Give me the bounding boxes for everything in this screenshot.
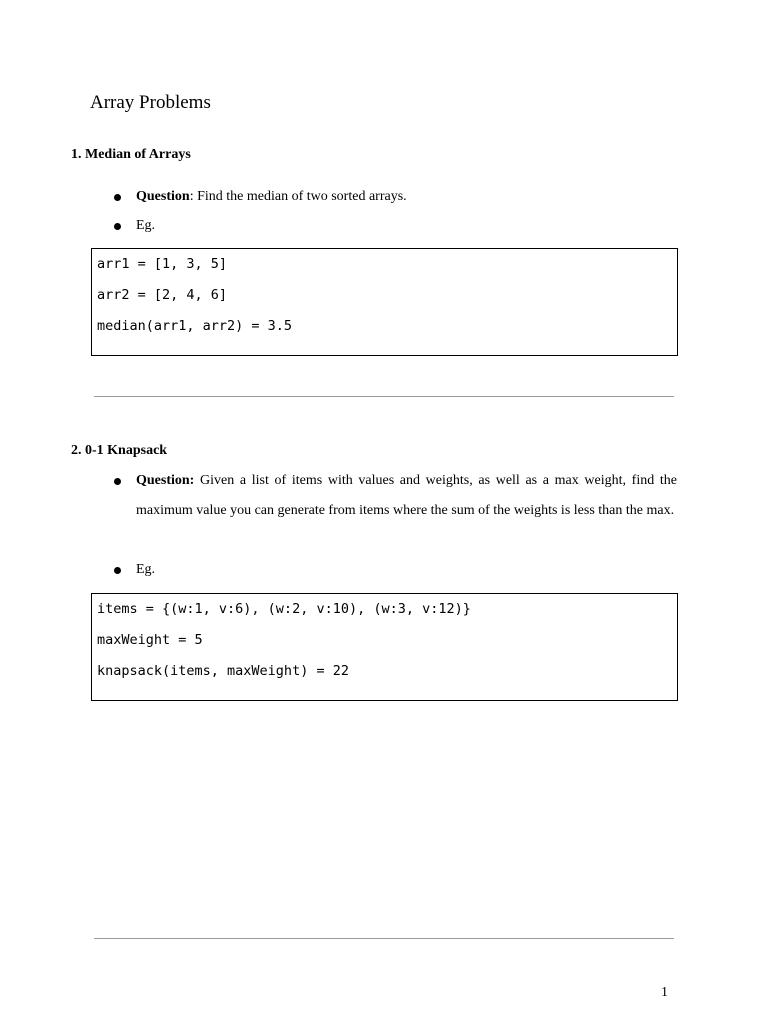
question-text: : Find the median of two sorted arrays.: [189, 189, 407, 204]
question-label: Question: [136, 189, 190, 204]
bullet-icon: [114, 567, 121, 574]
bullet-icon: [114, 194, 121, 201]
bullet-question-median: [136, 188, 407, 206]
section-heading-knapsack: 2. 0-1 Knapsack: [71, 443, 168, 458]
example-label: Eg.: [136, 562, 156, 577]
code-line: knapsack(items, maxWeight) = 22: [97, 663, 349, 679]
example-label: Eg.: [136, 218, 156, 233]
code-box-median: [91, 248, 678, 356]
page-title: Array Problems: [90, 92, 211, 113]
code-line: arr2 = [2, 4, 6]: [97, 287, 228, 303]
footer-divider: [94, 938, 674, 939]
question-text: Given a list of items with values and weights, as well as a max weight, find the maximum value you can generate from items where the sum of the weights is less than the max.: [136, 473, 677, 518]
page-number: 1: [661, 985, 668, 1000]
section-heading-median: 1. Median of Arrays: [71, 147, 191, 162]
code-line: arr1 = [1, 3, 5]: [97, 256, 228, 272]
code-box-knapsack: [91, 593, 678, 701]
question-label: Question:: [136, 473, 195, 488]
code-line: median(arr1, arr2) = 3.5: [97, 318, 293, 334]
section-divider: [94, 396, 674, 397]
code-line: items = {(w:1, v:6), (w:2, v:10), (w:3, v:12)}: [97, 601, 471, 617]
bullet-icon: [114, 478, 121, 485]
bullet-icon: [114, 223, 121, 230]
code-line: maxWeight = 5: [97, 632, 203, 648]
bullet-question-knapsack: [136, 466, 677, 526]
